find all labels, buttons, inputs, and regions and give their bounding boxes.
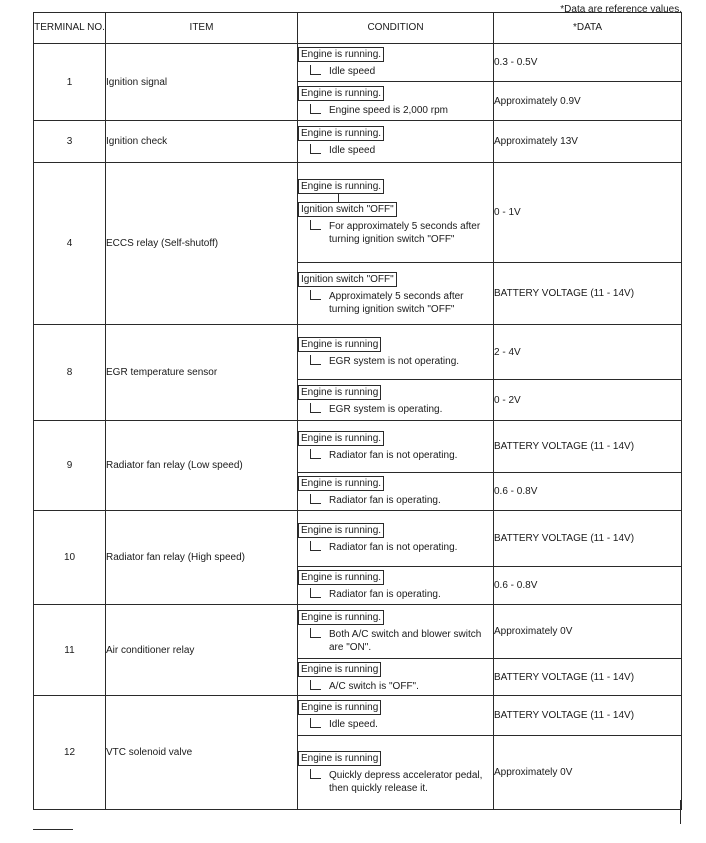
margin-mark	[680, 800, 681, 824]
condition-cell	[298, 380, 494, 421]
condition-cell	[298, 263, 494, 325]
condition-box: Engine is running.	[298, 431, 384, 446]
condition-detail: Radiator fan is operating.	[329, 589, 441, 600]
branch-line	[310, 449, 321, 459]
condition-detail: Quickly depress accelerator pedal, then quickly release it.	[329, 769, 483, 794]
condition-box: Engine is running	[298, 751, 381, 766]
condition-detail: EGR system is not operating.	[329, 355, 460, 367]
condition-box: Engine is running.	[298, 126, 384, 141]
condition-box: Engine is running.	[298, 47, 384, 62]
condition-cell	[298, 325, 494, 380]
condition-box: Ignition switch "OFF"	[298, 272, 397, 287]
condition-box: Engine is running.	[298, 86, 384, 101]
condition-cell	[298, 163, 494, 263]
data-value: 0.6 - 0.8V	[494, 473, 682, 511]
condition-detail: EGR system is operating.	[329, 403, 443, 415]
branch-line	[310, 65, 321, 75]
data-value: 0 - 1V	[494, 163, 682, 263]
terminal-number: 10	[34, 511, 106, 605]
data-value: 0.6 - 0.8V	[494, 567, 682, 605]
condition-detail: Both A/C switch and blower switch are "ON".	[329, 628, 482, 653]
terminal-number: 8	[34, 325, 106, 421]
branch-line	[310, 680, 321, 690]
table-row	[34, 605, 682, 659]
item-name: Radiator fan relay (High speed)	[106, 511, 298, 605]
table-row	[34, 421, 682, 473]
branch-line	[310, 355, 321, 365]
condition-cell	[298, 511, 494, 567]
condition-box: Engine is running	[298, 662, 381, 677]
terminal-number: 12	[34, 696, 106, 810]
condition-box: Engine is running	[298, 385, 381, 400]
condition-detail: Radiator fan is operating.	[329, 495, 441, 506]
terminal-number: 11	[34, 605, 106, 696]
condition-detail: Idle speed	[329, 145, 376, 156]
header-terminal: TERMINAL NO.	[34, 13, 106, 44]
condition-box: Engine is running	[298, 337, 381, 352]
condition-cell	[298, 567, 494, 605]
branch-line	[310, 628, 321, 638]
table-body	[34, 44, 682, 810]
header-item: ITEM	[106, 13, 298, 44]
branch-line	[310, 541, 321, 551]
item-name: Radiator fan relay (Low speed)	[106, 421, 298, 511]
condition-detail: Approximately 5 seconds after turning ignition switch "OFF"	[329, 290, 464, 315]
condition-cell	[298, 44, 494, 82]
data-value: 0 - 2V	[494, 380, 682, 421]
table-row	[34, 696, 682, 736]
data-value: Approximately 0V	[494, 605, 682, 659]
data-value: Approximately 13V	[494, 121, 682, 163]
condition-cell	[298, 82, 494, 121]
condition-detail: Engine speed is 2,000 rpm	[329, 104, 448, 116]
item-name: ECCS relay (Self-shutoff)	[106, 163, 298, 325]
condition-cell	[298, 696, 494, 736]
terminal-number: 4	[34, 163, 106, 325]
terminal-number: 3	[34, 121, 106, 163]
header-row	[34, 13, 682, 44]
reference-note: *Data are reference values.	[560, 4, 682, 15]
condition-detail: Idle speed.	[329, 719, 378, 730]
branch-line	[310, 220, 321, 230]
table-row	[34, 325, 682, 380]
condition-cell	[298, 473, 494, 511]
condition-box: Engine is running.	[298, 570, 384, 585]
terminal-data-table	[33, 12, 682, 810]
condition-detail: Radiator fan is not operating.	[329, 542, 458, 553]
branch-line	[310, 290, 321, 300]
condition-detail: For approximately 5 seconds after turning ignition switch "OFF"	[329, 221, 481, 245]
data-value: Approximately 0.9V	[494, 82, 682, 121]
item-name: VTC solenoid valve	[106, 696, 298, 810]
condition-cell	[298, 605, 494, 659]
condition-cell	[298, 121, 494, 163]
item-name: EGR temperature sensor	[106, 325, 298, 421]
footer-rule	[33, 829, 73, 830]
data-value: BATTERY VOLTAGE (11 - 14V)	[494, 263, 682, 325]
branch-line	[310, 144, 321, 154]
table-row	[34, 44, 682, 82]
data-value: 2 - 4V	[494, 325, 682, 380]
terminal-number: 1	[34, 44, 106, 121]
condition-detail: Radiator fan is not operating.	[329, 450, 458, 461]
branch-line	[310, 718, 321, 728]
data-value: BATTERY VOLTAGE (11 - 14V)	[494, 659, 682, 696]
branch-line	[310, 769, 321, 779]
data-value: BATTERY VOLTAGE (11 - 14V)	[494, 511, 682, 567]
item-name: Ignition signal	[106, 44, 298, 121]
data-value: Approximately 0V	[494, 736, 682, 810]
branch-line	[310, 588, 321, 598]
condition-box: Engine is running.	[298, 610, 384, 625]
branch-line	[310, 403, 321, 413]
condition-detail: Idle speed	[329, 66, 376, 77]
condition-box: Engine is running.	[298, 476, 384, 491]
header-data: *DATA	[494, 13, 682, 44]
data-value: BATTERY VOLTAGE (11 - 14V)	[494, 696, 682, 736]
condition-box: Engine is running.	[298, 179, 384, 194]
condition-box: Ignition switch "OFF"	[298, 202, 397, 217]
data-value: BATTERY VOLTAGE (11 - 14V)	[494, 421, 682, 473]
branch-line	[310, 104, 321, 114]
item-name: Air conditioner relay	[106, 605, 298, 696]
condition-detail: A/C switch is "OFF".	[329, 680, 419, 692]
table-row	[34, 511, 682, 567]
condition-cell	[298, 659, 494, 696]
condition-box: Engine is running	[298, 700, 381, 715]
table-row	[34, 163, 682, 263]
condition-cell	[298, 421, 494, 473]
data-value: 0.3 - 0.5V	[494, 44, 682, 82]
condition-cell	[298, 736, 494, 810]
item-name: Ignition check	[106, 121, 298, 163]
table-row	[34, 121, 682, 163]
header-condition: CONDITION	[298, 13, 494, 44]
terminal-number: 9	[34, 421, 106, 511]
branch-line	[310, 494, 321, 504]
condition-box: Engine is running.	[298, 523, 384, 538]
